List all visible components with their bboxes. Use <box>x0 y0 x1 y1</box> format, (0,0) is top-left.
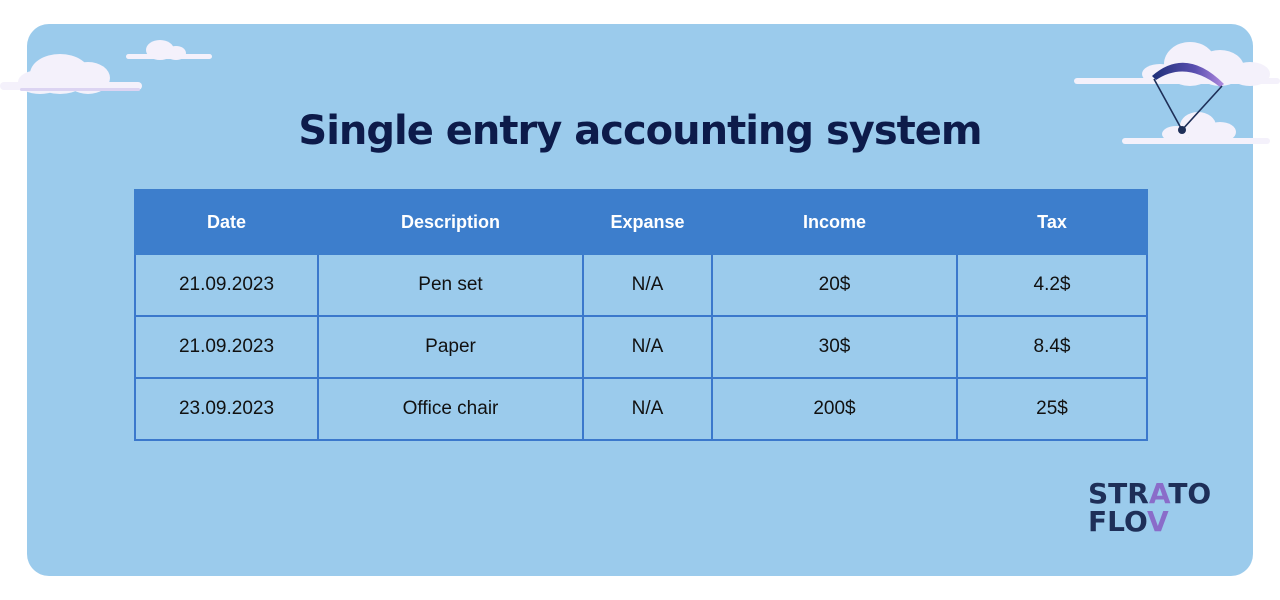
brand-line-1: STRATO <box>1088 477 1212 510</box>
cell-expanse: N/A <box>583 316 712 378</box>
cell-date: 21.09.2023 <box>135 316 318 378</box>
cell-expanse: N/A <box>583 254 712 316</box>
cloud-icon <box>0 38 220 98</box>
cell-tax: 4.2$ <box>957 254 1147 316</box>
cell-date: 23.09.2023 <box>135 378 318 440</box>
cell-description: Office chair <box>318 378 583 440</box>
table-row <box>135 254 1147 316</box>
column-header-description: Description <box>318 190 583 254</box>
column-header-expanse: Expanse <box>583 190 712 254</box>
page-title: Single entry accounting system <box>298 108 982 154</box>
column-header-tax: Tax <box>957 190 1147 254</box>
table-header-row <box>135 190 1147 254</box>
cell-description: Pen set <box>318 254 583 316</box>
brand-line-2: FLOV <box>1088 505 1169 538</box>
cell-income: 20$ <box>712 254 957 316</box>
cell-tax: 25$ <box>957 378 1147 440</box>
table-row <box>135 316 1147 378</box>
accounting-table <box>134 189 1148 441</box>
cell-income: 200$ <box>712 378 957 440</box>
brand-logo <box>1088 477 1212 538</box>
cell-date: 21.09.2023 <box>135 254 318 316</box>
table-row <box>135 378 1147 440</box>
cell-expanse: N/A <box>583 378 712 440</box>
cell-tax: 8.4$ <box>957 316 1147 378</box>
column-header-income: Income <box>712 190 957 254</box>
cell-income: 30$ <box>712 316 957 378</box>
cell-description: Paper <box>318 316 583 378</box>
column-header-date: Date <box>135 190 318 254</box>
